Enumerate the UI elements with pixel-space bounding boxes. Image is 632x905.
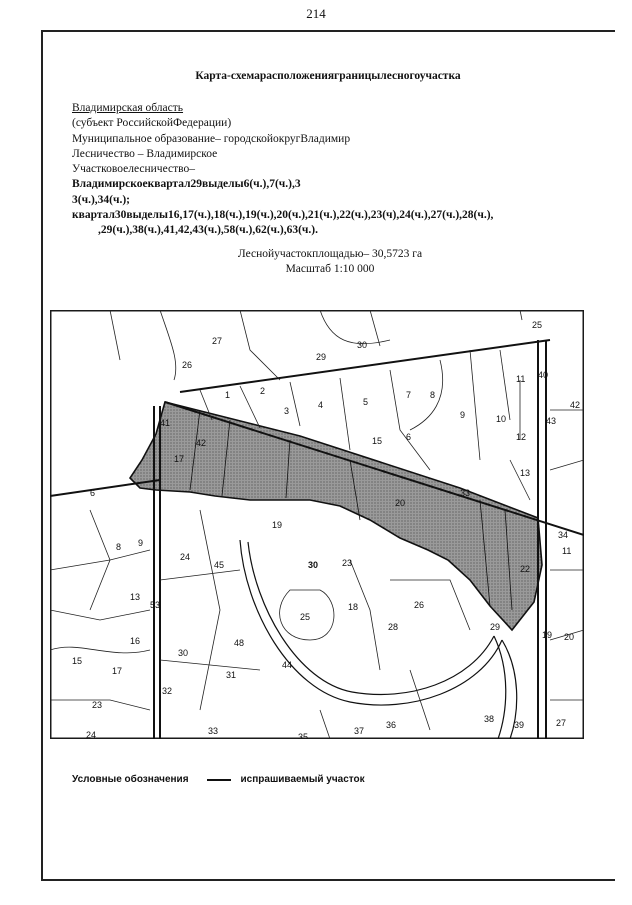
plot-label: 37 <box>354 726 365 736</box>
municipality: Муниципальное образование– городскойокругВладимир <box>72 132 351 145</box>
plot-label: 13 <box>130 592 141 602</box>
district-label: Участковоелесничество– <box>72 163 195 176</box>
plot-label: 17 <box>112 666 123 676</box>
frame-bottom-border <box>41 879 615 881</box>
plot-label: 27 <box>212 336 223 346</box>
plot-label: 48 <box>234 638 245 648</box>
plot-label: 33 <box>460 488 471 498</box>
area-label: Леснойучастокплощадью– 30,5723 га <box>237 248 423 260</box>
plot-label: 18 <box>348 602 359 612</box>
plot-label: 7 <box>406 390 412 400</box>
plot-label: 24 <box>180 552 191 562</box>
plot-label: 22 <box>520 564 531 574</box>
plot-label: 17 <box>174 454 185 464</box>
plot-label: 26 <box>182 360 193 370</box>
plot-label: 23 <box>92 700 103 710</box>
plot-label: 8 <box>116 542 122 552</box>
plot-label: 30 <box>357 340 368 350</box>
plot-label: 35 <box>298 732 309 739</box>
plot-label: 29 <box>490 622 501 632</box>
plot-label: 33 <box>208 726 219 736</box>
plot-label: 11 <box>516 374 526 384</box>
region-name: Владимирская область <box>72 102 184 114</box>
district-line-2: 3(ч.),34(ч.); <box>72 193 130 206</box>
plot-label: 27 <box>556 718 567 728</box>
plot-label: 43 <box>546 416 557 426</box>
plot-label: 25 <box>532 320 543 330</box>
plot-label: 28 <box>388 622 399 632</box>
plot-label: 20 <box>395 498 406 508</box>
plot-label: 42 <box>570 400 581 410</box>
plot-label: 34 <box>558 530 569 540</box>
plot-label: 38 <box>484 714 495 724</box>
plot-label: 29 <box>316 352 327 362</box>
plot-label: 53 <box>150 600 161 610</box>
plot-label: 6 <box>90 488 96 498</box>
plot-label: 9 <box>138 538 144 548</box>
plot-label: 30 <box>308 560 319 570</box>
plot-label: 3 <box>284 406 290 416</box>
plot-label: 24 <box>86 730 97 739</box>
plot-label: 26 <box>414 600 425 610</box>
plot-label: 6 <box>406 432 412 442</box>
plot-label: 4 <box>318 400 324 410</box>
location-info <box>72 101 572 239</box>
plot-label: 23 <box>342 558 353 568</box>
plot-label: 36 <box>386 720 397 730</box>
subject-caption: (субъект РоссийскойФедерации) <box>72 117 232 130</box>
plot-label: 12 <box>516 432 527 442</box>
district-line: Владимирскоеквартал29выделы6(ч.),7(ч.),3 <box>72 178 301 191</box>
legend <box>72 774 365 785</box>
plot-label: 8 <box>430 390 436 400</box>
quarter30-line-2: ,29(ч.),38(ч.),41,42,43(ч.),58(ч.),62(ч.),63(ч.). <box>98 224 318 237</box>
plot-label: 44 <box>282 660 293 670</box>
plot-label: 32 <box>162 686 173 696</box>
plot-label: 20 <box>564 632 575 642</box>
plot-label: 19 <box>542 630 553 640</box>
quarter30-line: квартал30выделы16,17(ч.),18(ч.),19(ч.),20(ч.),21(ч.),22(ч.),23(ч),24(ч.),27(ч.),28(ч.), <box>72 209 494 222</box>
plot-label: 40 <box>538 370 549 380</box>
plot-label: 42 <box>196 438 207 448</box>
page-number: 214 <box>306 6 326 21</box>
plot-label: 5 <box>363 397 369 407</box>
forestry: Лесничество – Владимирское <box>72 147 218 160</box>
plot-label: 13 <box>520 468 531 478</box>
scale-label: Масштаб 1:10 000 <box>285 263 375 275</box>
plot-label: 2 <box>260 386 266 396</box>
plot-label: 19 <box>272 520 283 530</box>
plot-label: 25 <box>300 612 311 622</box>
plot-label: 1 <box>225 390 231 400</box>
plot-label: 10 <box>496 414 507 424</box>
plot-label: 31 <box>226 670 237 680</box>
plot-label: 11 <box>562 546 572 556</box>
forest-map <box>50 310 584 739</box>
plot-label: 15 <box>372 436 383 446</box>
plot-label: 41 <box>160 418 171 428</box>
plot-label: 15 <box>72 656 83 666</box>
area-info <box>200 247 460 277</box>
plot-label: 16 <box>130 636 141 646</box>
plot-label: 30 <box>178 648 189 658</box>
plot-label: 45 <box>214 560 225 570</box>
legend-title: Условные обозначения <box>72 774 189 785</box>
legend-line-symbol <box>207 779 231 781</box>
legend-item: испрашиваемый участок <box>240 774 365 785</box>
map-title: Карта-схемарасположенияграницылесногоучастка <box>195 70 461 82</box>
plot-label: 9 <box>460 410 466 420</box>
plot-label: 39 <box>514 720 525 730</box>
